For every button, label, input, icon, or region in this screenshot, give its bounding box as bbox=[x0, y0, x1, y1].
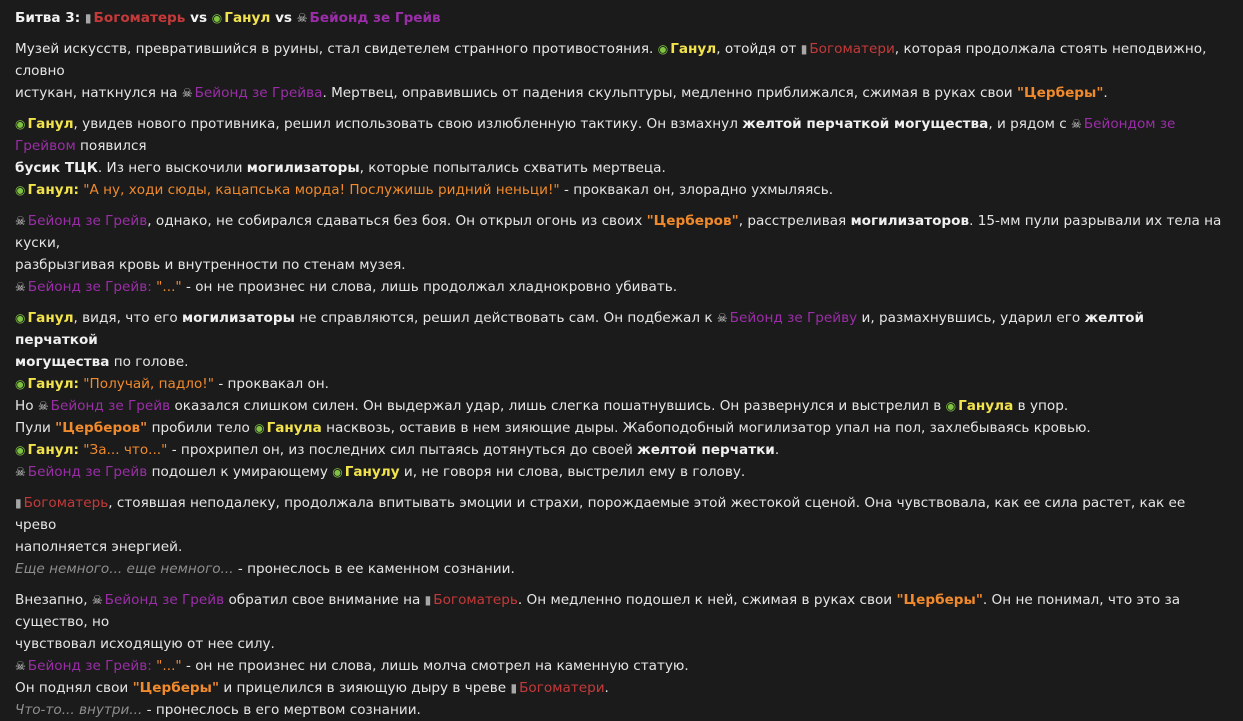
ganul-name: Ганул bbox=[224, 10, 271, 26]
paragraph-11: ☠ Бейонд зе Грейв подошел к умирающему ◉ Ганулу и, не говоря ни слова, выстрелил ему в голову. bbox=[15, 464, 746, 480]
paragraph-7: ◉ Ганул: "Получай, падло!" - проквакал он. bbox=[15, 376, 330, 392]
frog-icon: ◉ bbox=[332, 465, 343, 479]
skull-icon: ☠ bbox=[37, 399, 49, 413]
paragraph-9: Пули "Церберов" пробили тело ◉ Ганула насквозь, оставив в нем зияющие дыры. Жабоподобный могилизатор упал на пол, захлебываясь кровью. bbox=[15, 420, 1091, 436]
skull-icon: ☠ bbox=[15, 659, 26, 673]
frog-icon: ◉ bbox=[15, 183, 26, 197]
frog-icon: ◉ bbox=[15, 311, 26, 325]
statue-icon: ▮ bbox=[424, 593, 432, 607]
frog-icon: ◉ bbox=[15, 117, 26, 131]
paragraph-5: ☠ Бейонд зе Грейв: "..." - он не произнес ни слова, лишь продолжал хладнокровно убивать. bbox=[15, 279, 678, 295]
frog-icon: ◉ bbox=[15, 443, 26, 457]
skull-icon: ☠ bbox=[296, 11, 308, 25]
skull-icon: ☠ bbox=[91, 593, 103, 607]
frog-icon: ◉ bbox=[211, 11, 223, 25]
skull-icon: ☠ bbox=[15, 465, 26, 479]
paragraph-12: ▮ Богоматерь, стоявшая неподалеку, продолжала впитывать эмоции и страхи, порождаемые этой жестокой сценой. Она чувствовала, как ее сила растет, как ее чрево наполняется энергией. bbox=[15, 495, 1186, 555]
paragraph-13: Еще немного... еще немного... - пронеслось в ее каменном сознании. bbox=[15, 561, 515, 577]
paragraph-6: ◉ Ганул, видя, что его могилизаторы не справляются, решил действовать сам. Он подбежал к ☠ Бейонд зе Грейву и, размахнувшись, ударил его желтой перчаткой могущества по голове. bbox=[15, 310, 1145, 370]
paragraph-8: Но ☠ Бейонд зе Грейв оказался слишком силен. Он выдержал удар, лишь слегка пошатнувшись. Он развернулся и выстрелил в ◉ Ганула в упор. bbox=[15, 398, 1069, 414]
paragraph-17: Что-то... внутри... - пронеслось в его мертвом сознании. bbox=[15, 702, 421, 718]
statue-icon: ▮ bbox=[84, 11, 92, 25]
beyond-name: Бейонд зе Грейв bbox=[309, 10, 441, 26]
paragraph-3: ◉ Ганул: "А ну, ходи сюды, кацапська морда! Послужишь ридний неньци!" - проквакал он, злорадно ухмыляясь. bbox=[15, 182, 834, 198]
paragraph-15: ☠ Бейонд зе Грейв: "..." - он не произнес ни слова, лишь молча смотрел на каменную статую. bbox=[15, 658, 689, 674]
frog-icon: ◉ bbox=[254, 421, 265, 435]
skull-icon: ☠ bbox=[15, 280, 26, 294]
skull-icon: ☠ bbox=[15, 214, 26, 228]
statue-icon: ▮ bbox=[800, 42, 808, 56]
battle-title: Битва 3: ▮ Богоматерь vs ◉ Ганул vs ☠ Бейонд зе Грейв bbox=[15, 10, 441, 26]
paragraph-10: ◉ Ганул: "За... что..." - прохрипел он, из последних сил пытаясь дотянуться до своей желтой перчатки. bbox=[15, 442, 780, 458]
bogomater-name: Богоматерь bbox=[93, 10, 186, 26]
frog-icon: ◉ bbox=[15, 377, 26, 391]
paragraph-16: Он поднял свои "Церберы" и прицелился в зияющую дыру в чреве ▮ Богоматери. bbox=[15, 680, 609, 696]
frog-icon: ◉ bbox=[657, 42, 669, 56]
frog-icon: ◉ bbox=[945, 399, 957, 413]
statue-icon: ▮ bbox=[510, 681, 518, 695]
statue-icon: ▮ bbox=[15, 496, 22, 510]
paragraph-2: ◉ Ганул, увидев нового противника, решил использовать свою излюбленную тактику. Он взмахнул желтой перчаткой могущества, и рядом с ☠ Бейондом зе Грейвом появился бусик ТЦК. Из него выскочили могилизаторы, которые попытались схватить мертвеца. bbox=[15, 116, 1176, 176]
skull-icon: ☠ bbox=[716, 311, 728, 325]
skull-icon: ☠ bbox=[181, 86, 193, 100]
skull-icon: ☠ bbox=[1071, 117, 1082, 131]
paragraph-14: Внезапно, ☠ Бейонд зе Грейв обратил свое внимание на ▮ Богоматерь. Он медленно подошел к ней, сжимая в руках свои "Церберы". Он не понимал, что это за существо, но чувствовал исходящую от нее силу. bbox=[15, 592, 1181, 652]
paragraph-4: ☠ Бейонд зе Грейв, однако, не собирался сдаваться без боя. Он открыл огонь из своих "Церберов", расстреливая могилизаторов. 15-мм пули разрывали их тела на куски, разбрызгивая кровь и внутренности по стенам музея. bbox=[15, 213, 1222, 273]
paragraph-1: Музей искусств, превратившийся в руины, стал свидетелем странного противостояния. ◉ Ганул, отойдя от ▮ Богоматери, которая продолжала стоять неподвижно, словно истукан, наткнулся на ☠ Бейонд зе Грейва. Мертвец, оправившись от падения скульптуры, медленно приближался, сжимая в руках свои "Церберы". bbox=[15, 41, 1207, 101]
